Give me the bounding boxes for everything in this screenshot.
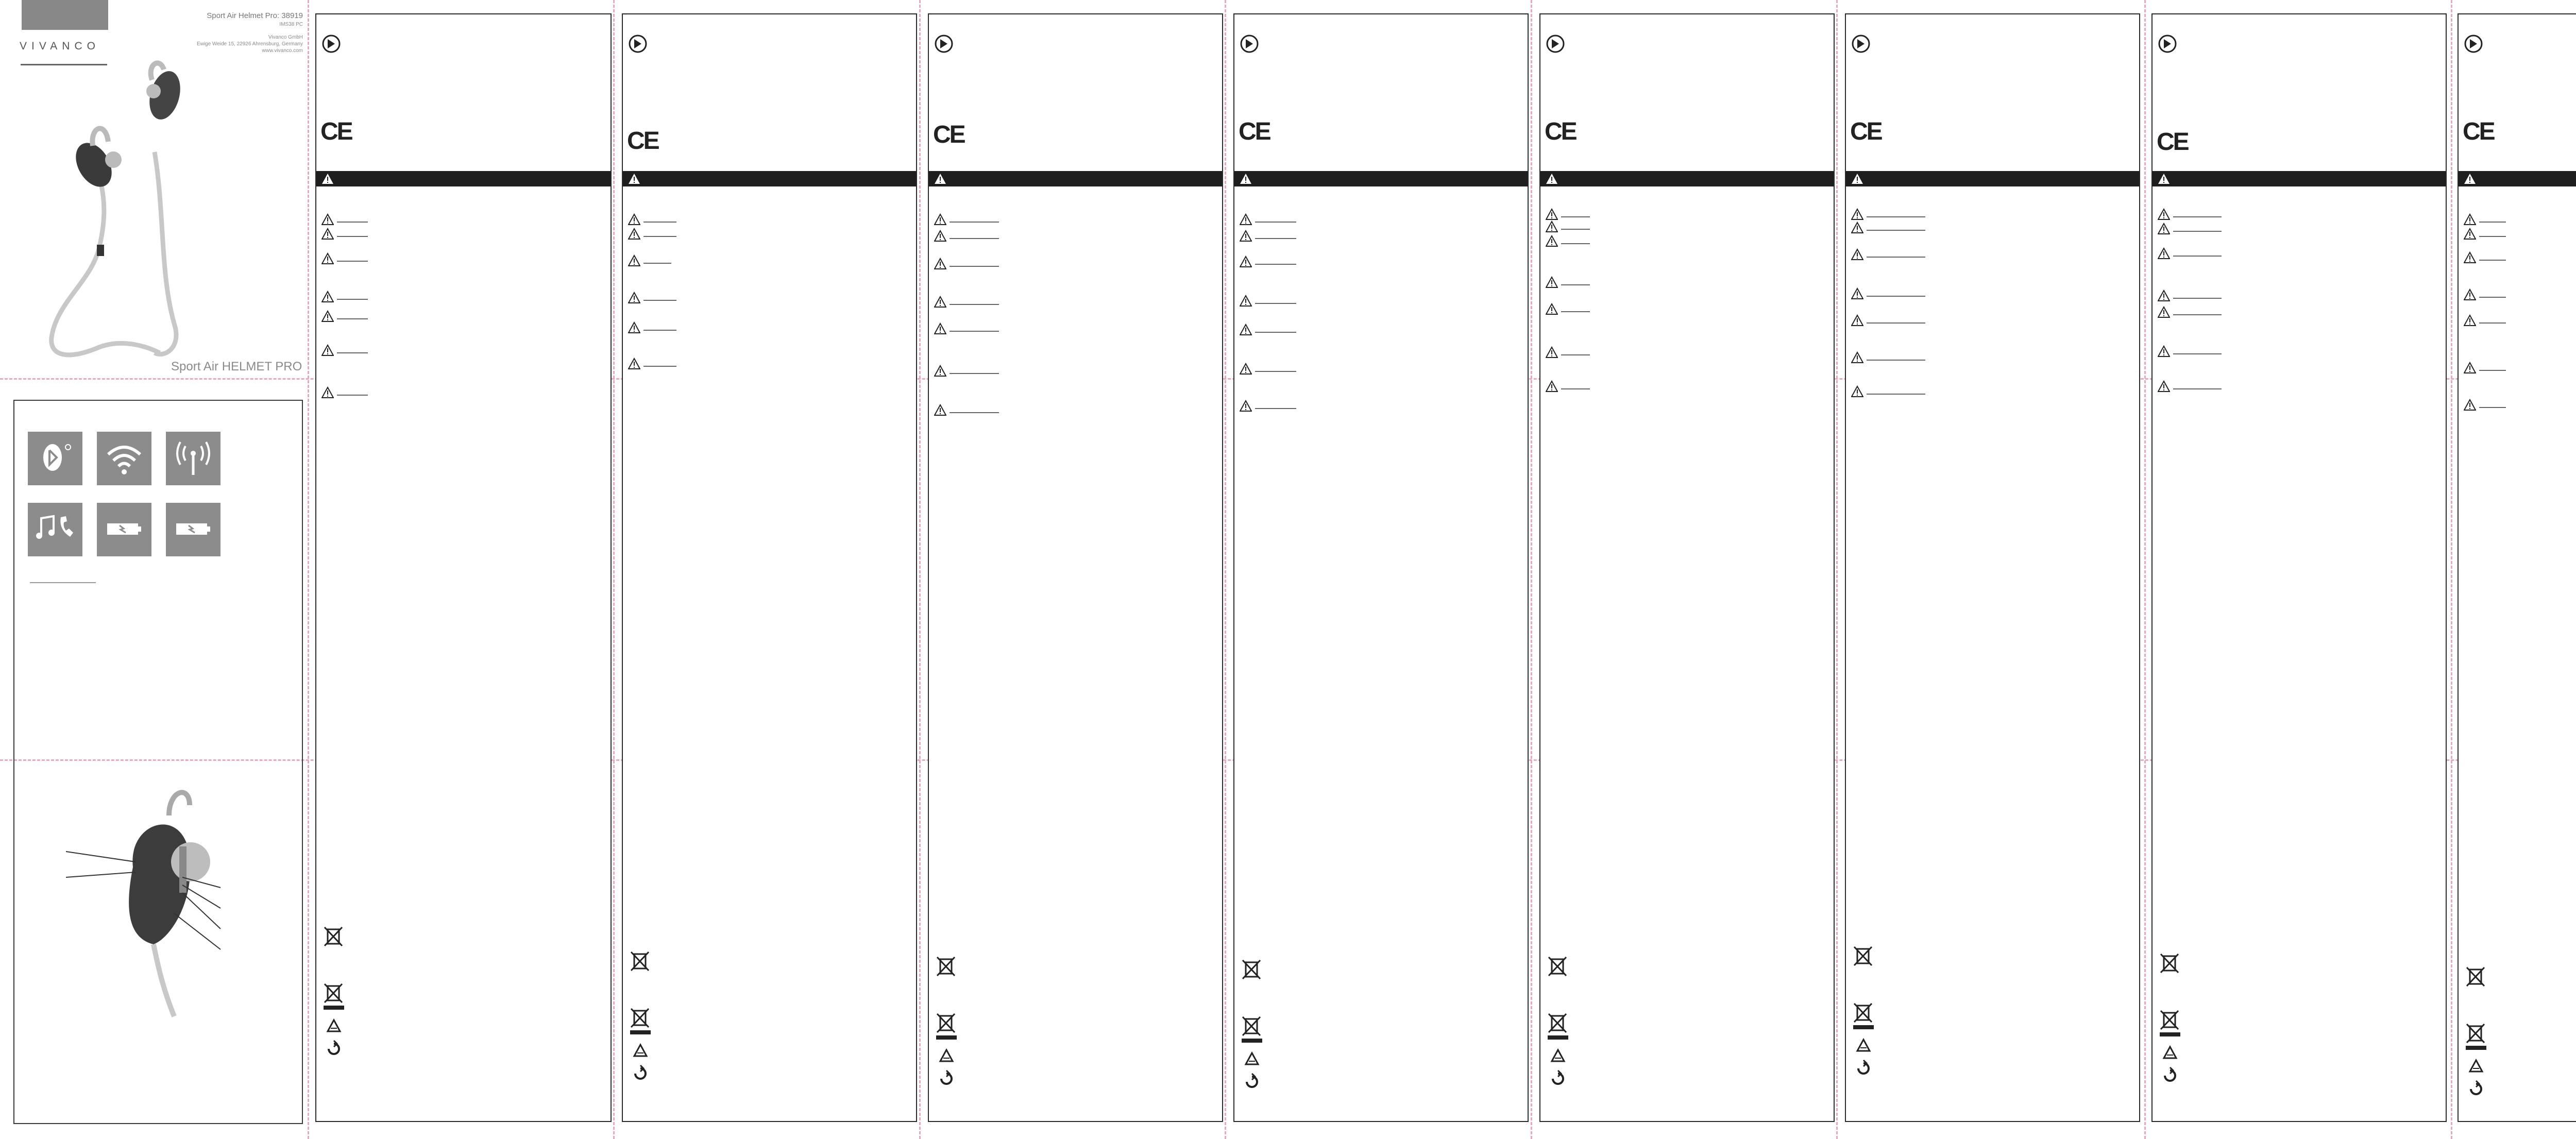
cover-panel <box>0 0 309 1139</box>
warning-item <box>2464 399 2567 410</box>
warning-text-line <box>643 366 676 367</box>
warning-item <box>2464 213 2567 225</box>
brand-logo: VIVANCO <box>20 40 100 52</box>
warning-text-line <box>950 238 999 239</box>
warning-triangle-icon <box>628 228 640 240</box>
green-dot-icon <box>2471 1081 2481 1094</box>
warning-item <box>2464 288 2567 300</box>
disposal-icons <box>1546 954 1570 1088</box>
warning-text-line <box>2173 216 2222 217</box>
fold-line-vertical <box>1531 0 1532 1139</box>
warning-item <box>321 310 425 321</box>
warning-triangle-icon <box>2158 380 2170 393</box>
warning-text-line <box>2479 407 2506 408</box>
language-panel <box>1845 13 2140 1122</box>
warning-text-line <box>1561 311 1590 312</box>
crossed-bin-battery-icon <box>2466 1024 2486 1050</box>
warning-triangle-icon <box>934 173 946 185</box>
warning-item <box>1546 235 1649 246</box>
language-flag-icon <box>628 34 648 54</box>
warning-text-line <box>2479 322 2506 324</box>
recycling-icon <box>634 1045 647 1056</box>
crossed-bin-icon <box>1549 957 1566 976</box>
company-address: Ewige Weide 15, 22926 Ahrensburg, Germany <box>196 41 303 47</box>
wifi-range-icon <box>97 432 151 485</box>
language-flag-icon <box>934 34 954 54</box>
crossed-bin-battery-icon <box>2160 1011 2180 1036</box>
warning-text-line <box>643 330 676 331</box>
warning-text-line <box>1561 216 1590 217</box>
product-name: Sport Air HELMET PRO <box>171 360 302 373</box>
warning-triangle-icon <box>2464 173 2476 185</box>
warning-text-line <box>1867 296 1925 297</box>
warning-item <box>321 213 425 225</box>
warning-text-line <box>1867 360 1925 361</box>
warning-text-line <box>2479 370 2506 371</box>
crossed-bin-icon <box>937 957 955 976</box>
warning-item <box>1851 248 1954 260</box>
recycling-icon <box>328 1020 340 1031</box>
warning-text-line <box>2173 298 2222 299</box>
warning-triangle-icon <box>321 344 334 356</box>
features-panel <box>13 400 303 1124</box>
warning-triangle-icon <box>628 358 640 370</box>
warning-item <box>2464 251 2567 263</box>
warning-item <box>1851 351 1954 363</box>
warning-item <box>2158 208 2261 219</box>
warning-text-line <box>1255 303 1296 304</box>
warning-item <box>321 291 425 302</box>
warning-triangle-icon <box>2464 213 2476 226</box>
warning-triangle-icon <box>1851 208 1863 220</box>
warning-item <box>2464 314 2567 326</box>
warning-text-line <box>643 222 676 223</box>
language-flag-icon <box>1851 34 1871 54</box>
crossed-bin-battery-icon <box>1853 1004 1874 1029</box>
disposal-icons <box>321 924 346 1058</box>
warning-text-line <box>2479 222 2506 223</box>
warning-triangle-icon <box>2158 208 2170 220</box>
warning-item <box>934 213 1037 225</box>
fold-line-vertical <box>1225 0 1226 1139</box>
warning-triangle-icon <box>2464 362 2476 374</box>
fold-line-vertical <box>919 0 921 1139</box>
earbud-controls-diagram <box>66 785 241 1022</box>
warning-text-line <box>950 266 999 267</box>
warning-text-line <box>2479 236 2506 237</box>
warning-text-line <box>643 236 676 237</box>
warning-triangle-icon <box>1851 222 1863 234</box>
warning-text-line <box>2479 260 2506 261</box>
warning-triangle-icon <box>934 365 946 377</box>
warning-text-line <box>337 222 368 223</box>
disposal-icons <box>2158 951 2182 1085</box>
language-panel <box>928 13 1223 1122</box>
warning-triangle-icon <box>2158 173 2170 185</box>
warning-item <box>628 321 731 333</box>
disposal-icons <box>934 954 959 1088</box>
warning-item <box>934 258 1037 269</box>
warning-item <box>2158 247 2261 259</box>
crossed-bin-icon <box>2161 954 2178 973</box>
warning-item <box>321 386 425 398</box>
warning-triangle-icon <box>2464 288 2476 301</box>
logo-block <box>22 0 108 30</box>
warning-item <box>1546 220 1649 232</box>
warning-item <box>628 213 731 225</box>
warning-triangle-icon <box>628 254 640 267</box>
warning-text-line <box>643 300 676 301</box>
warning-item <box>934 404 1037 415</box>
warning-item <box>1240 400 1343 411</box>
language-flag-icon <box>2464 34 2483 54</box>
green-dot-icon <box>941 1070 952 1084</box>
disposal-icons <box>2464 964 2488 1098</box>
warning-item <box>1546 380 1649 392</box>
warning-text-line <box>1867 322 1925 324</box>
warning-item <box>2158 223 2261 234</box>
language-panel <box>1539 13 1835 1122</box>
fold-line-vertical <box>1836 0 1838 1139</box>
warning-item <box>2158 290 2261 301</box>
warning-text-line <box>337 395 368 396</box>
warning-item <box>1851 222 1954 233</box>
warning-header-bar <box>2459 171 2576 186</box>
warning-triangle-icon <box>1240 173 1252 185</box>
warning-header-bar <box>929 171 1222 186</box>
features-note-line <box>30 582 96 583</box>
warning-triangle-icon <box>1240 400 1252 412</box>
warning-item <box>2158 380 2261 392</box>
warning-text-line <box>337 236 368 237</box>
warning-triangle-icon <box>1851 351 1863 364</box>
warning-item <box>1851 287 1954 299</box>
fold-line-vertical <box>2451 0 2452 1139</box>
warning-item <box>2464 362 2567 373</box>
warning-text-line <box>1255 238 1296 239</box>
warning-text-line <box>337 318 368 319</box>
warning-triangle-icon <box>1546 303 1558 315</box>
warning-text-line <box>1255 408 1296 409</box>
crossed-bin-battery-icon <box>1242 1017 1262 1043</box>
crossed-bin-battery-icon <box>324 984 344 1010</box>
warning-triangle-icon <box>934 404 946 416</box>
warning-item <box>934 230 1037 241</box>
warning-item <box>1240 213 1343 225</box>
warning-header-bar <box>2153 171 2446 186</box>
warning-triangle-icon <box>1546 235 1558 247</box>
warning-triangle-icon <box>1851 314 1863 327</box>
language-flag-icon <box>1240 34 1259 54</box>
fold-line-vertical <box>2144 0 2146 1139</box>
warning-triangle-icon <box>934 258 946 270</box>
crossed-bin-battery-icon <box>936 1014 957 1040</box>
warning-triangle-icon <box>628 292 640 304</box>
disposal-icons <box>1851 944 1876 1078</box>
warning-triangle-icon <box>1240 363 1252 375</box>
green-dot-icon <box>2165 1067 2175 1081</box>
recycling-icon <box>1857 1040 1870 1051</box>
warning-triangle-icon <box>321 291 334 303</box>
warning-triangle-icon <box>2158 290 2170 302</box>
warning-text-line <box>2173 388 2222 389</box>
language-panel <box>2458 13 2576 1122</box>
warning-header-bar <box>1540 171 1834 186</box>
warning-item <box>1851 385 1954 397</box>
warning-triangle-icon <box>1240 256 1252 268</box>
warning-text-line <box>1561 229 1590 230</box>
warning-text-line <box>1867 216 1925 217</box>
warning-triangle-icon <box>2464 228 2476 240</box>
warning-item <box>934 296 1037 307</box>
warning-triangle-icon <box>628 321 640 334</box>
recycling-icon <box>1552 1050 1564 1061</box>
warning-text-line <box>2173 314 2222 315</box>
warning-triangle-icon <box>321 310 334 322</box>
warning-item <box>2158 345 2261 356</box>
warning-item <box>934 365 1037 376</box>
warning-triangle-icon <box>1546 380 1558 393</box>
warning-triangle-icon <box>628 173 640 185</box>
warning-triangle-icon <box>321 228 334 240</box>
warning-triangle-icon <box>1851 173 1863 185</box>
crossed-bin-battery-icon <box>1548 1014 1568 1040</box>
warning-text-line <box>1561 388 1590 389</box>
warning-triangle-icon <box>1851 248 1863 261</box>
language-flag-icon <box>2158 34 2177 54</box>
warning-triangle-icon <box>2464 399 2476 411</box>
warning-item <box>628 228 731 239</box>
language-flag-icon <box>1546 34 1565 54</box>
warning-triangle-icon <box>2158 247 2170 260</box>
warning-triangle-icon <box>934 322 946 335</box>
battery-charging-icon <box>97 503 151 556</box>
fold-line-vertical <box>613 0 615 1139</box>
warning-text-line <box>1561 243 1590 244</box>
warning-text-line <box>950 304 999 305</box>
warning-item <box>1546 346 1649 358</box>
warning-triangle-icon <box>321 173 334 185</box>
crossed-bin-icon <box>631 952 649 971</box>
language-panel <box>1233 13 1529 1122</box>
warning-text-line <box>950 331 999 332</box>
warning-triangle-icon <box>1851 287 1863 300</box>
warning-triangle-icon <box>1546 346 1558 359</box>
warning-triangle-icon <box>628 213 640 226</box>
warning-header-bar <box>1234 171 1528 186</box>
warning-text-line <box>950 412 999 413</box>
model-sub: IMS38 PC <box>279 22 303 27</box>
warning-item <box>934 322 1037 334</box>
crossed-bin-icon <box>1243 960 1260 979</box>
model-line: Sport Air Helmet Pro: 38919 <box>207 11 303 20</box>
warning-text-line <box>1867 257 1925 258</box>
recycling-icon <box>940 1050 953 1061</box>
warning-item <box>1546 303 1649 314</box>
warning-text-line <box>1867 230 1925 231</box>
warning-text-line <box>2173 353 2222 354</box>
radio-signal-icon <box>166 432 221 485</box>
warning-triangle-icon <box>321 386 334 399</box>
warning-triangle-icon <box>1546 276 1558 288</box>
warning-triangle-icon <box>934 213 946 226</box>
warning-text-line <box>950 222 999 223</box>
ce-mark: CE <box>320 118 352 145</box>
disposal-icons <box>1240 957 1264 1091</box>
warning-item <box>1851 314 1954 326</box>
address-block <box>148 0 303 54</box>
recycling-icon <box>2470 1060 2482 1072</box>
crossed-bin-battery-icon <box>630 1009 651 1034</box>
warning-triangle-icon <box>321 252 334 265</box>
warning-item <box>2158 306 2261 317</box>
warning-text-line <box>1255 222 1296 223</box>
warning-triangle-icon <box>1240 295 1252 307</box>
warning-triangle-icon <box>1240 213 1252 226</box>
ce-mark: CE <box>1850 118 1882 145</box>
warning-text-line <box>1255 264 1296 265</box>
warning-text-line <box>2173 231 2222 232</box>
warning-text-line <box>1561 354 1590 355</box>
battery-full-icon <box>166 503 221 556</box>
warning-triangle-icon <box>1546 220 1558 233</box>
warning-item <box>1851 208 1954 219</box>
ce-mark: CE <box>1239 118 1270 145</box>
earphones-illustration <box>36 59 232 363</box>
green-dot-icon <box>1553 1070 1563 1084</box>
warning-header-bar <box>316 171 611 186</box>
warning-triangle-icon <box>321 213 334 226</box>
warning-triangle-icon <box>1546 208 1558 220</box>
warning-item <box>321 344 425 355</box>
ce-mark: CE <box>627 127 658 155</box>
warning-text-line <box>2479 297 2506 298</box>
disposal-icons <box>628 949 653 1083</box>
language-panel <box>2151 13 2447 1122</box>
green-dot-icon <box>1858 1060 1869 1074</box>
warning-item <box>628 292 731 303</box>
warning-header-bar <box>623 171 916 186</box>
green-dot-icon <box>329 1041 339 1054</box>
green-dot-icon <box>635 1065 646 1079</box>
recycling-icon <box>1246 1053 1258 1064</box>
recycling-icon <box>2164 1047 2176 1058</box>
warning-text-line <box>2173 256 2222 257</box>
crossed-bin-icon <box>325 927 342 946</box>
warning-text-line <box>950 373 999 374</box>
warning-triangle-icon <box>1546 173 1558 185</box>
ce-mark: CE <box>933 121 964 148</box>
warning-item <box>1240 295 1343 306</box>
warning-triangle-icon <box>934 230 946 242</box>
bluetooth-icon <box>28 432 82 485</box>
warning-text-line <box>337 352 368 353</box>
ce-mark: CE <box>1545 118 1576 145</box>
warning-triangle-icon <box>2158 306 2170 318</box>
warning-item <box>2464 228 2567 239</box>
warning-text-line <box>337 299 368 300</box>
language-panel <box>622 13 917 1122</box>
warning-text-line <box>643 263 671 264</box>
warning-item <box>321 228 425 239</box>
company-website: www.vivanco.com <box>262 48 303 54</box>
language-flag-icon <box>321 34 341 54</box>
warning-text-line <box>1255 332 1296 333</box>
warning-item <box>1546 276 1649 287</box>
warning-text-line <box>1561 284 1590 285</box>
warning-item <box>1240 256 1343 267</box>
warning-item <box>321 252 425 264</box>
warning-triangle-icon <box>2464 314 2476 327</box>
warning-text-line <box>1255 371 1296 372</box>
warning-item <box>1240 324 1343 335</box>
warning-item <box>1546 208 1649 219</box>
warning-text-line <box>337 261 368 262</box>
crossed-bin-icon <box>2467 967 2484 986</box>
warning-triangle-icon <box>2158 223 2170 235</box>
warning-item <box>1240 363 1343 374</box>
warning-triangle-icon <box>1851 385 1863 398</box>
warning-triangle-icon <box>1240 324 1252 336</box>
company-name: Vivanco GmbH <box>268 35 303 40</box>
ce-mark: CE <box>2157 128 2188 156</box>
warning-triangle-icon <box>1240 230 1252 242</box>
warning-triangle-icon <box>2158 345 2170 358</box>
warning-item <box>628 254 731 266</box>
warning-item <box>628 358 731 369</box>
ce-mark: CE <box>2463 118 2494 145</box>
music-phone-icon <box>28 503 82 556</box>
green-dot-icon <box>1247 1074 1257 1087</box>
warning-triangle-icon <box>2464 251 2476 264</box>
warning-item <box>1240 230 1343 241</box>
crossed-bin-icon <box>1854 947 1872 965</box>
warning-header-bar <box>1846 171 2139 186</box>
warning-text-line <box>1867 394 1925 395</box>
language-panel <box>315 13 612 1122</box>
warning-triangle-icon <box>934 296 946 308</box>
